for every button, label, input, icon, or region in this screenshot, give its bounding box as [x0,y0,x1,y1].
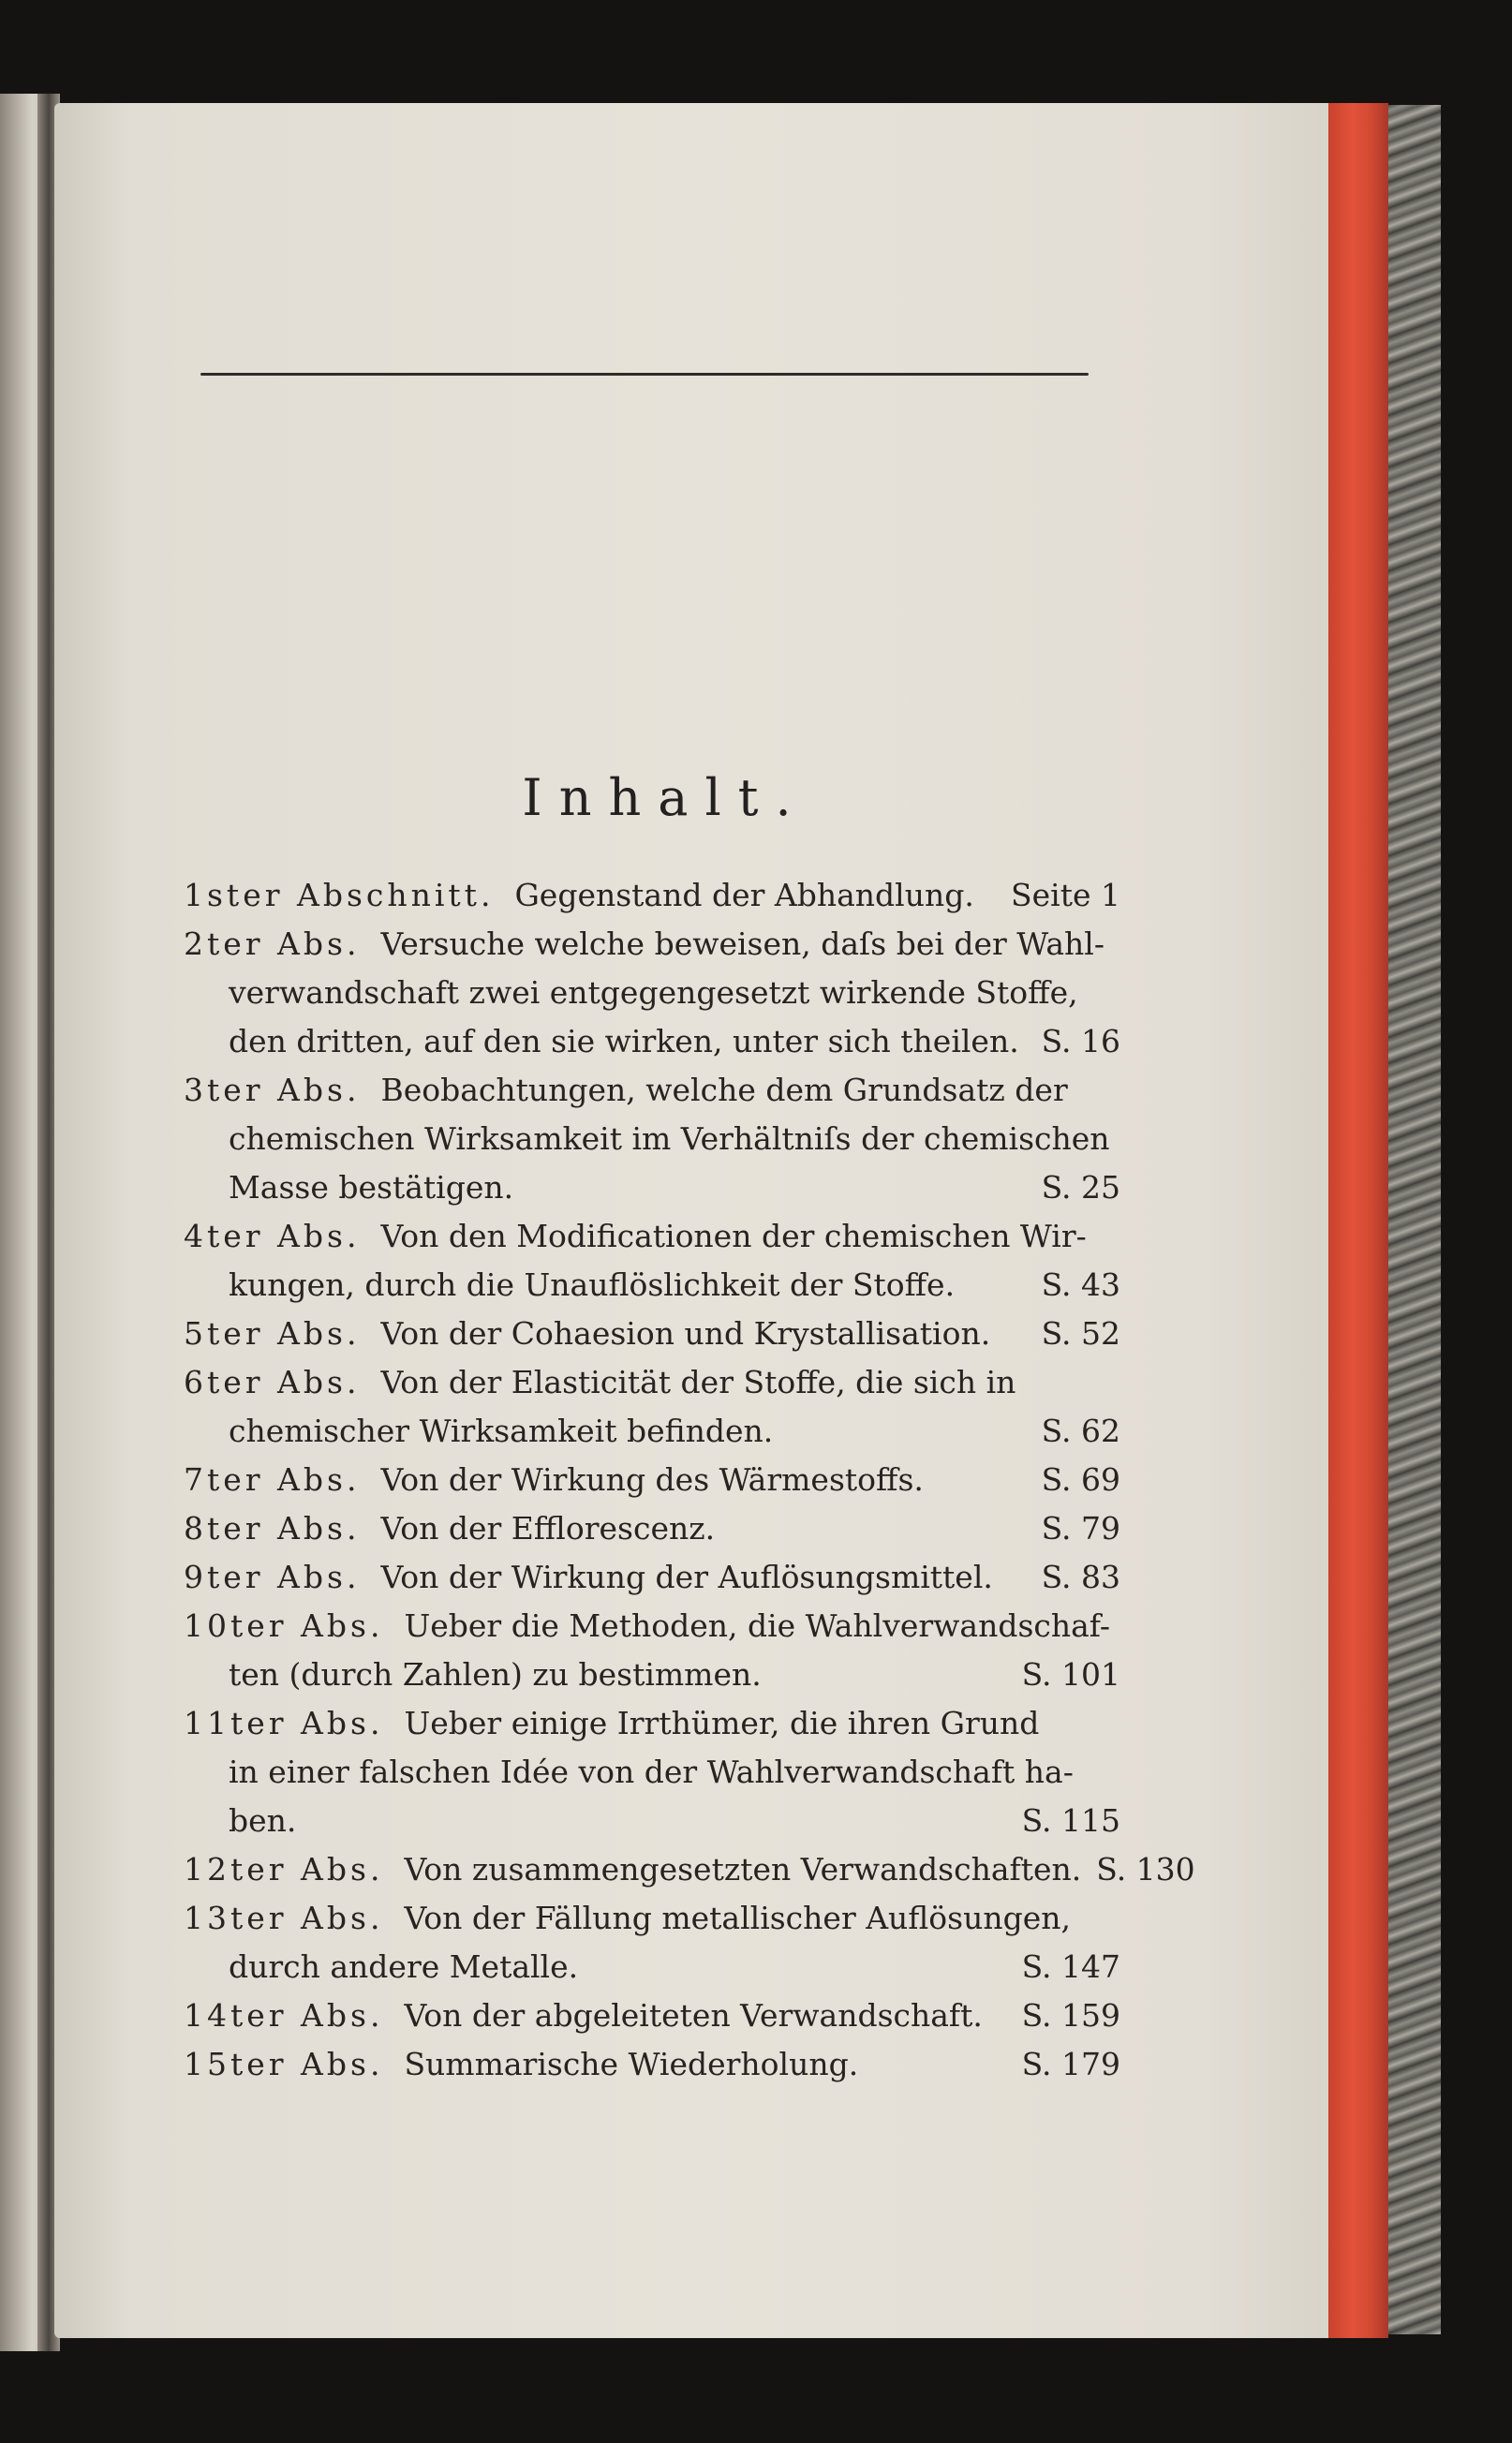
toc-entry-text: Von zusammengesetzten Verwandschaften. [404,1851,1082,1888]
toc-entry-text: ben. [229,1802,297,1839]
toc-line [184,1261,1120,1310]
toc-section-label: 9ter Abs. [184,1559,361,1595]
toc-line [184,1943,1120,1991]
toc-line [184,1602,1120,1651]
toc-section-label: 3ter Abs. [184,1072,361,1108]
toc-entry-text: Versuche welche beweisen, daſs bei der Wahl- [380,925,1104,962]
toc-line [184,1699,1120,1748]
toc-section-label: 6ter Abs. [184,1364,361,1400]
toc-section-label: 5ter Abs. [184,1315,361,1352]
toc-page-number: S. 43 [1041,1266,1120,1303]
toc-entry-text: Von der Cohaesion und Krystallisation. [380,1315,991,1352]
toc-line [184,1553,1120,1602]
toc-entry-text: chemischer Wirksamkeit befinden. [229,1413,774,1449]
table-of-contents [184,871,1195,2089]
toc-entry-text: Gegenstand der Abhandlung. [514,877,974,913]
toc-page-number: S. 115 [1021,1802,1120,1839]
toc-entry-text: Von der Efflorescenz. [380,1510,716,1547]
toc-line [184,1748,1120,1797]
page-title: Inhalt. [522,768,808,827]
toc-entry-text: Von der Fällung metallischer Auflösungen, [404,1900,1072,1936]
toc-entry-text: verwandschaft zwei entgegengesetzt wirkende Stoffe, [229,974,1078,1011]
toc-entry-text: Von der Wirkung des Wärmestoffs. [380,1461,924,1498]
toc-section-label: 14ter Abs. [184,1997,384,2034]
toc-line [184,969,1120,1017]
toc-page-number: S. 52 [1041,1315,1120,1352]
marbled-cover-edge [1388,105,1441,2334]
toc-line [184,1845,1195,1894]
toc-entry-text: den dritten, auf den sie wirken, unter sich theilen. [229,1023,1019,1059]
toc-line [184,1456,1120,1504]
toc-section-label: 13ter Abs. [184,1900,384,1936]
toc-section-label: 12ter Abs. [184,1851,384,1888]
toc-entry-text: Ueber die Methoden, die Wahlverwandschaf- [404,1607,1110,1644]
toc-section-label: 8ter Abs. [184,1510,361,1547]
toc-line [184,1991,1120,2040]
toc-line [184,1115,1120,1163]
toc-entry-text: Summarische Wiederholung. [404,2046,859,2082]
toc-section-label: 15ter Abs. [184,2046,384,2082]
toc-line [184,1407,1120,1456]
toc-line [184,1212,1120,1261]
toc-section-label: 4ter Abs. [184,1218,361,1254]
toc-line [184,1504,1120,1553]
header-rule [200,373,1089,376]
toc-page-number: S. 159 [1021,1997,1120,2034]
toc-page-number: S. 62 [1041,1413,1120,1449]
toc-line [184,1651,1120,1699]
toc-entry-text: ten (durch Zahlen) zu bestimmen. [229,1656,762,1693]
toc-section-label: 10ter Abs. [184,1607,384,1644]
toc-line [184,1017,1120,1066]
toc-entry-text: Von der abgeleiteten Verwandschaft. [404,1997,983,2034]
toc-entry-text: Von der Wirkung der Auflösungsmittel. [380,1559,993,1595]
toc-entry-text: Von der Elasticität der Stoffe, die sich in [380,1364,1016,1400]
toc-section-label: 11ter Abs. [184,1705,384,1741]
toc-line [184,2040,1120,2089]
toc-entry-text: Beobachtungen, welche dem Grundsatz der [380,1072,1068,1108]
toc-page-number: Seite 1 [1011,877,1120,913]
toc-line [184,1066,1120,1115]
toc-entry-text: in einer falschen Idée von der Wahlverwandschaft ha- [229,1754,1074,1790]
toc-section-label: 2ter Abs. [184,925,361,962]
toc-page-number: S. 130 [1096,1851,1195,1888]
toc-page-number: S. 25 [1041,1169,1120,1206]
toc-section-label: 1ster Abschnitt. [184,877,495,913]
toc-line [184,1310,1120,1358]
toc-line [184,1797,1120,1845]
toc-page-number: S. 101 [1021,1656,1120,1693]
red-page-edges [1328,103,1388,2338]
toc-line [184,1163,1120,1212]
toc-line [184,920,1120,969]
toc-entry-text: chemischen Wirksamkeit im Verhältniſs der chemischen [229,1120,1110,1157]
toc-page-number: S. 69 [1041,1461,1120,1498]
toc-section-label: 7ter Abs. [184,1461,361,1498]
toc-page-number: S. 179 [1021,2046,1120,2082]
toc-page-number: S. 83 [1041,1559,1120,1595]
toc-line [184,1894,1120,1943]
toc-entry-text: Ueber einige Irrthümer, die ihren Grund [404,1705,1040,1741]
toc-page-number: S. 16 [1041,1023,1120,1059]
toc-entry-text: kungen, durch die Unauflöslichkeit der Stoffe. [229,1266,956,1303]
toc-page-number: S. 79 [1041,1510,1120,1547]
toc-entry-text: Von den Modificationen der chemischen Wir- [380,1218,1087,1254]
toc-page-number: S. 147 [1021,1948,1120,1985]
toc-line [184,871,1120,920]
toc-entry-text: Masse bestätigen. [229,1169,514,1206]
toc-entry-text: durch andere Metalle. [229,1948,579,1985]
toc-line [184,1358,1120,1407]
